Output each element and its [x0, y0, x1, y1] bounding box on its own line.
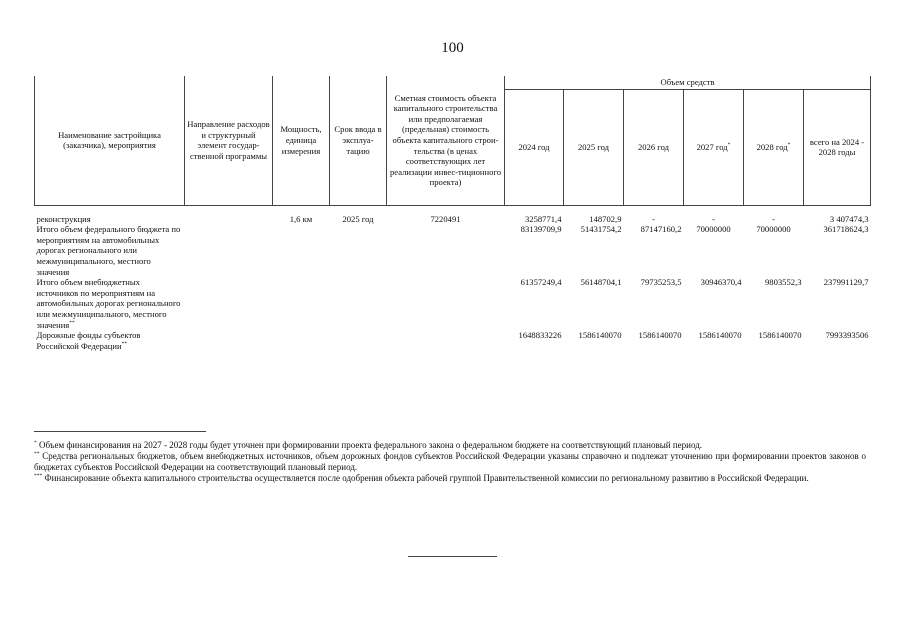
header-direction: Направление расходов и структурный элемент государ-ственной программы — [185, 76, 273, 205]
row-2024: 61357249,4 — [520, 277, 562, 288]
row-total: 3 407474,3 — [829, 213, 869, 224]
footnote-mark: * — [727, 141, 731, 148]
row-term — [330, 330, 387, 351]
table-row — [35, 224, 871, 277]
row-name: Итого объем федерального бюджета по мероприятиям на автомобильных дорогах регионального или межмуниципального, местного значения — [36, 224, 181, 277]
row-2028: 9803552,3 — [764, 277, 802, 288]
header-capacity: Мощность, единица измерения — [273, 76, 330, 205]
row-capacity — [273, 277, 330, 330]
row-2027: - — [712, 213, 715, 224]
row-direction — [185, 214, 273, 225]
footnote — [34, 473, 866, 484]
header-2027: 2027 год* — [684, 89, 744, 205]
row-name: реконструкция — [36, 213, 91, 224]
row-capacity — [273, 224, 330, 277]
footnote-mark: * — [34, 440, 37, 446]
row-2028: 70000000 — [756, 224, 791, 235]
row-2026: 79735253,5 — [640, 277, 682, 288]
footnote-mark: * — [787, 141, 791, 148]
header-2026: 2026 год — [624, 89, 684, 205]
row-direction — [185, 224, 273, 277]
row-2024: 83139709,9 — [520, 224, 562, 235]
row-2025: 148702,9 — [589, 213, 622, 224]
row-total: 237991129,7 — [823, 277, 869, 288]
row-2027: 70000000 — [696, 224, 731, 235]
row-2026: 1586140070 — [638, 330, 682, 341]
row-total: 361718624,3 — [823, 224, 869, 235]
end-divider — [408, 556, 497, 557]
header-2028: 2028 год* — [744, 89, 804, 205]
row-cost — [387, 277, 505, 330]
footnote-divider — [34, 431, 206, 432]
footnote-text: Средства региональных бюджетов, объем внебюджетных источников, объем дорожных фондов субъектов Российской Федерации указаны справочно и подлежат уточнению при формировании проектов законов о бюджетах субъектов Российской Федерации на соответствующий плановый период. — [34, 451, 866, 472]
header-volume: Объем средств — [505, 76, 871, 89]
row-cost — [387, 224, 505, 277]
row-name: Дорожные фонды субъектов Российской Федерации** — [36, 330, 141, 351]
row-2028: 1586140070 — [758, 330, 802, 341]
row-2027: 1586140070 — [698, 330, 742, 341]
row-2025: 56148704,1 — [580, 277, 622, 288]
row-total: 7993393506 — [825, 330, 869, 341]
header-2025: 2025 год — [564, 89, 624, 205]
row-2025: 1586140070 — [578, 330, 622, 341]
row-term — [330, 277, 387, 330]
footnote-mark: ** — [34, 451, 40, 457]
header-2024: 2024 год — [505, 89, 564, 205]
header-cost: Сметная стоимость объекта капитального строительства или предполагаемая (предельная) стоимость объекта капитального строи-тельства (в ценах соответствующих лет реализации инвес-тиционного проекта) — [387, 76, 505, 205]
row-capacity — [273, 330, 330, 351]
funding-table — [34, 76, 871, 351]
row-term — [330, 224, 387, 277]
page-number: 100 — [441, 40, 464, 56]
header-name: Наименование застройщика (заказчика), мероприятия — [35, 76, 185, 205]
row-cost: 7220491 — [430, 213, 461, 224]
row-cost — [387, 330, 505, 351]
row-name: Итого объем внебюджетных источников по мероприятиям на автомобильных дорогах регионального или межмуниципального, местного значения** — [36, 277, 181, 330]
footnotes — [34, 440, 866, 484]
row-2027: 30946370,4 — [700, 277, 742, 288]
row-direction — [185, 277, 273, 330]
row-direction — [185, 330, 273, 351]
row-2026: - — [652, 213, 655, 224]
footnote — [34, 451, 866, 473]
header-term: Срок ввода в эксплуа-тацию — [330, 76, 387, 205]
footnote-text: Финансирование объекта капитального строительства осуществляется после одобрения объекта рабочей группой Правительственной комиссии по региональному развитию в Российской Федерации. — [42, 473, 809, 483]
table-row — [35, 277, 871, 330]
row-2028: - — [772, 213, 775, 224]
footnote-text: Объем финансирования на 2027 - 2028 годы будет уточнен при формировании проекта федерального закона о федеральном бюджете на соответствующий плановый период. — [36, 440, 703, 450]
table-row — [35, 330, 871, 351]
row-2024: 1648833226 — [518, 330, 562, 341]
row-2026: 87147160,2 — [640, 224, 682, 235]
footnote-mark: *** — [34, 473, 43, 479]
row-term: 2025 год — [342, 213, 374, 224]
footnote — [34, 440, 866, 451]
row-capacity: 1,6 км — [289, 213, 313, 224]
table-row — [35, 214, 871, 225]
header-total: всего на 2024 - 2028 годы — [804, 89, 871, 205]
row-2024: 3258771,4 — [524, 213, 562, 224]
row-2025: 51431754,2 — [580, 224, 622, 235]
